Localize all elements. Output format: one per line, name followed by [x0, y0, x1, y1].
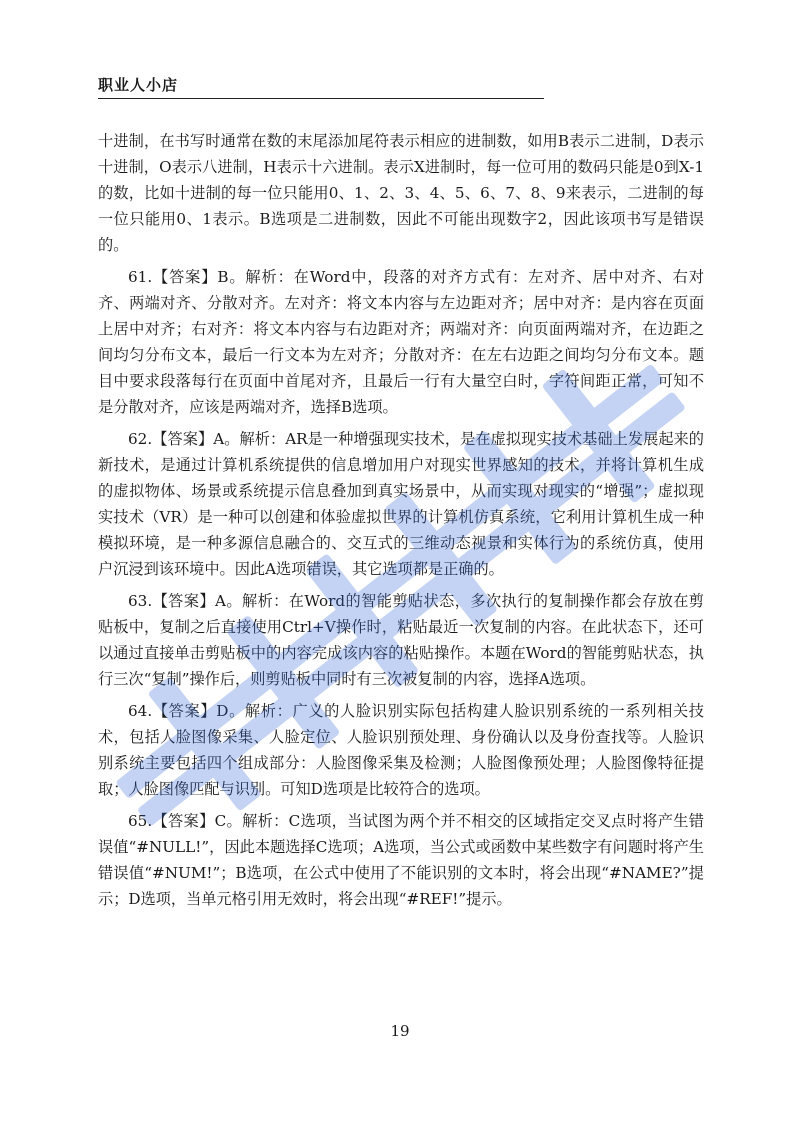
answer-61: 61.【答案】B。解析：在Word中，段落的对齐方式有：左对齐、居中对齐、右对齐、两端对齐、分散对齐。左对齐：将文本内容与左边距对齐；居中对齐：是内容在页面上居中对齐；右对齐：将文本内容与右边距对齐；两端对齐：向页面两端对齐，在边距之间均匀分布文本，最后一行文本为左对齐；分散对齐：在左右边距之间均匀分布文本。题目中要求段落每行在页面中首尾对齐，且最后一行有大量空白时，字符间距正常，可知不是分散对齐，应该是两端对齐，选择B选项。	[98, 268, 704, 416]
answer-65: 65.【答案】C。解析：C选项，当试图为两个并不相交的区域指定交叉点时将产生错误值“#NULL!”，因此本题选择C选项；A选项，当公式或函数中某些数字有问题时将产生错误值“#NUM!”；B选项，在公式中使用了不能识别的文本时，将会出现“#NAME?”提示；D选项，当单元格引用无效时，将会出现“#REF!”提示。	[98, 812, 704, 908]
answer-63: 63.【答案】A。解析：在Word的智能剪贴状态，多次执行的复制操作都会存放在剪贴板中，复制之后直接使用Ctrl+V操作时，粘贴最近一次复制的内容。在此状态下，还可以通过直接单击剪贴板中的内容完成该内容的粘贴操作。本题在Word的智能剪贴状态，执行三次“复制”操作后，则剪贴板中同时有三次被复制的内容，选择A选项。	[98, 592, 704, 688]
page-header-title: 职业人小店	[98, 76, 179, 94]
answer-62: 62.【答案】A。解析：AR是一种增强现实技术，是在虚拟现实技术基础上发展起来的新技术，是通过计算机系统提供的信息增加用户对现实世界感知的技术，并将计算机生成的虚拟物体、场景或系统提示信息叠加到真实场景中，从而实现对现实的“增强”；虚拟现实技术（VR）是一种可以创建和体验虚拟世界的计算机仿真系统，它利用计算机生成一种模拟环境，是一种多源信息融合的、交互式的三维动态视景和实体行为的系统仿真，使用户沉浸到该环境中。因此A选项错误，其它选项都是正确的。	[98, 430, 704, 578]
page-number: 19	[390, 1022, 410, 1040]
continued-paragraph: 十进制，在书写时通常在数的末尾添加尾符表示相应的进制数，如用B表示二进制，D表示十进制，O表示八进制，H表示十六进制。表示X进制时，每一位可用的数码只能是0到X-1的数，比如十进制的每一位只能用0、1、2、3、4、5、6、7、8、9来表示，二进制的每一位只能用0、1表示。B选项是二进制数，因此不可能出现数字2，因此该项书写是错误的。	[98, 132, 704, 254]
page-body	[98, 128, 704, 918]
header-divider	[98, 98, 544, 99]
answer-64: 64.【答案】D。解析：广义的人脸识别实际包括构建人脸识别系统的一系列相关技术，包括人脸图像采集、人脸定位、人脸识别预处理、身份确认以及身份查找等。人脸识别系统主要包括四个组成部分：人脸图像采集及检测；人脸图像预处理；人脸图像特征提取；人脸图像匹配与识别。可知D选项是比较符合的选项。	[98, 702, 704, 798]
